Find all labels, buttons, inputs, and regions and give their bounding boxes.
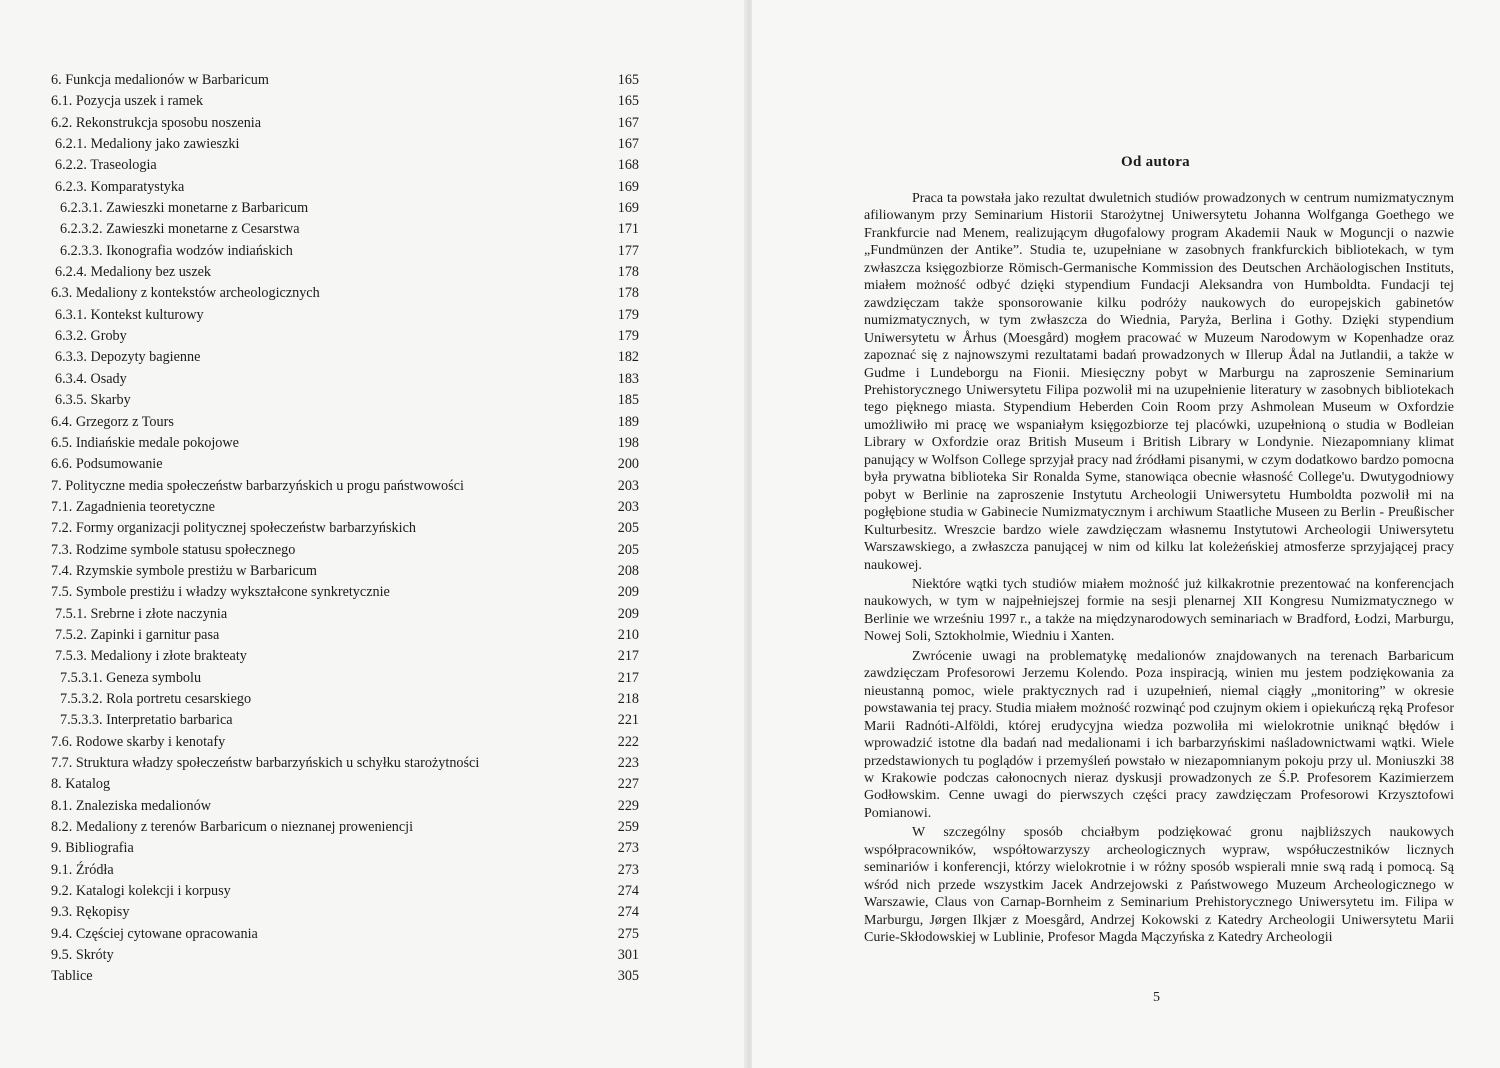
toc-entry-title [51,91,203,112]
toc-entry-title [51,945,114,966]
toc-entry-title [60,689,251,710]
toc-entry-text: Kontekst kulturowy [90,306,204,323]
preface-heading: Od autora [1121,154,1190,170]
toc-entry-text: Interpretatio barbarica [106,712,233,729]
toc-entry-text: Ikonografia wodzów indiańskich [106,242,293,259]
toc-entry-page: 179 [617,328,639,345]
toc-entry-page: 169 [617,178,639,195]
toc-entry-page: 209 [617,605,639,622]
toc-entry [51,326,639,347]
toc-entry-text: Medaliony z kontekstów archeologicznych [75,285,320,302]
toc-entry [51,604,639,625]
toc-entry [51,91,639,112]
toc-entry-text: Katalog [65,776,111,793]
toc-entry-title [51,70,269,91]
toc-entry-title [55,305,204,326]
toc-entry-page: 178 [617,285,639,302]
toc-entry [51,838,639,859]
toc-entry-text: Symbole prestiżu i władzy wykształcone synkretycznie [75,584,390,601]
toc-entry [51,347,639,368]
toc-entry [51,774,639,795]
toc-entry [51,454,639,475]
toc-entry [51,689,639,710]
preface-paragraph: Niektóre wątki tych studiów miałem możność już kilkakrotnie prezentować na konferencjach naukowych, w tym w najpełniejszej formie na sesji plenarnej XII Kongresu Numizmatycznego w Berlinie we wrześniu 1997 r., a także na międzynarodowych seminariach w Bradford, Łodzi, Marburgu, Nowej Soli, Sztokholmie, Wiedniu i Xanten. [864,576,1454,645]
left-page-table-of-contents [0,0,748,1068]
toc-entry-title [51,433,239,454]
toc-entry-page: 169 [617,200,639,217]
toc-entry-number: 7.6. [51,733,73,750]
toc-entry-page: 273 [617,840,639,857]
toc-entry-number: 6.2.3.3. [60,242,103,259]
toc-entry-number: 9. [51,840,62,857]
toc-entry-title [51,476,464,497]
toc-entry-page: 203 [617,477,639,494]
toc-entry-text: Rzymskie symbole prestiżu w Barbaricum [75,562,317,579]
toc-entry [51,582,639,603]
toc-entry-text: Rękopisy [75,904,130,921]
toc-entry-page: 189 [617,413,639,430]
toc-entry-title [60,198,308,219]
toc-entry-page: 217 [617,648,639,665]
toc-entry-number: 6.3.5. [55,392,87,409]
toc-entry-number: 6.3.3. [55,349,87,366]
toc-entry-page: 305 [617,968,639,985]
toc-entry [51,305,639,326]
toc-entry-title [51,838,134,859]
toc-entry-text: Zagadnienia teoretyczne [75,498,215,515]
toc-entry-text: Traseologia [90,157,157,174]
toc-entry-text: Grzegorz z Tours [75,413,174,430]
toc-entry-text: Częściej cytowane opracowania [75,925,258,942]
toc-entry-number: 9.2. [51,883,73,900]
toc-entry-page: 182 [617,349,639,366]
toc-entry-text: Rodzime symbole statusu społecznego [75,541,296,558]
toc-entry [51,753,639,774]
toc-entry-title [51,283,320,304]
toc-entry-number: 7.5.3.3. [60,712,103,729]
toc-entry-number: 7.5. [51,584,73,601]
toc-entry-number: 7.5.2. [55,626,87,643]
toc-entry [51,113,639,134]
toc-entry-page: 208 [617,562,639,579]
toc-entry-title [51,540,295,561]
toc-entry-page: 221 [617,712,639,729]
toc-entry-text: Struktura władzy społeczeństw barbarzyńskich u schyłku starożytności [75,755,480,771]
toc-entry-text: Osady [90,370,127,387]
toc-entry-text: Rola portretu cesarskiego [106,690,252,707]
preface-paragraph: Praca ta powstała jako rezultat dwuletnich studiów prowadzonych w centrum numizmatycznym afiliowanym przy Seminarium Historii Starożytnej Uniwersytetu Johanna Wolfganga Goethego we Frankfurcie nad Menem, realizującym długofalowy program Akademii Nauk w Moguncji o nazwie „Fundmünzen der Antike”. Studia te, uzupełniane w zasobnych frankfurckich bibliotekach, w tym zwłaszcza księgozbiorze Römisch-Germanische Kommission des Deutschen Archäologischen Instituts, miałem możność odbyć dzięki stypendium Fundacji Aleksandra von Humboldta. Fundacji tej zawdzięczam także sponsorowanie kilku podróży naukowych do europejskich gabinetów numizmatycznych, w tym zwłaszcza do Wiednia, Paryża, Berlina i Gothy. Dzięki stypendium Uniwersytetu w Århus (Moesgård) mogłem pracować w Muzeum Narodowym w Kopenhadze oraz zapoznać się z najnowszymi rezultatami badań prowadzonych w Illerup Ådal na Jutlandii, a także w Gudme i Lundeborgu na Fionii. Miesięczny pobyt w Marburgu na zaproszenie Seminarium Prehistorycznego Uniwersytetu Filipa pozwolił mi na uzupełnienie literatury w zasobnych bibliotekach tego pięknego miasta. Stypendium Heberden Coin Room przy Ashmolean Museum w Oxfordzie umożliwiło mi pracę we wspaniałym księgozbiorze tej placówki, uzupełnioną o studia w Bodleian Library w Oxfordzie oraz British Museum i British Library w Londynie. Niezapomniany klimat panujący w Wolfson College sprzyjał pracy nad źródłami pisanymi, w czym dodatkowo bardzo pomocna była prywatna biblioteka Sir Ronalda Syme, stanowiąca obecnie własność College'u. Dwutygodniowy pobyt w Berlinie na zaproszenie Instytutu Archeologii Uniwersytetu Humboldta pozwolił mi na pogłębione studia w Gabinecie Numizmatycznym i archiwum Staatliche Museen zu Berlin - Preußischer Kulturbesitz. Wreszcie bardzo wiele zawdzięczam własnemu Instytutowi Archeologii Uniwersytetu Warszawskiego, a zwłaszcza panującej w nim od kilku lat koleżeńskiej atmosferze sprzyjającej pracy naukowej. [864,191,1454,573]
toc-entry [51,561,639,582]
toc-entry-page: 205 [617,541,639,558]
preface-paragraph: W szczególny sposób chciałbym podziękować gronu najbliższych naukowych współpracowników, współtowarzyszy archeologicznych wypraw, współuczestników licznych seminariów i konferencji, którzy wielokrotnie i w różny sposób wspierali mnie swą radą i pomocą. Są wśród nich przede wszystkim Jacek Andrzejowski z Państwowego Muzeum Archeologicznego w Warszawie, Claus von Carnap-Bornheim z Seminarium Prehistorycznego Uniwersytetu im. Filipa w Marburgu, Jørgen Ilkjær z Moesgård, Andrzej Kokowski z Katedry Archeologii Uniwersytetu Marii Curie-Skłodowskiej w Lublinie, Profesor Magda Mączyńska z Katedry Archeologii [864,825,1454,946]
toc-entry [51,924,639,945]
toc-entry-number: 7. [51,477,62,494]
toc-entry [51,646,639,667]
toc-entry-page: 177 [617,242,639,259]
toc-entry-page: 229 [617,797,639,814]
toc-entry-number: 8.1. [51,797,73,814]
toc-entry-page: 200 [617,456,639,473]
toc-entry-page: 301 [617,947,639,964]
toc-entry-text: Formy organizacji politycznej społeczeństw barbarzyńskich [75,520,416,537]
toc-entry-text: Indiańskie medale pokojowe [75,434,239,451]
toc-entry-text: Zapinki i garnitur pasa [90,626,220,643]
toc-entry-text: Skarby [90,392,131,409]
toc-entry [51,433,639,454]
toc-entry-page: 179 [617,306,639,323]
toc-entry [51,369,639,390]
toc-entry-title [51,561,317,582]
toc-entry [51,134,639,155]
toc-entry-title [51,774,110,795]
toc-entry-number: 9.3. [51,904,73,921]
toc-entry [51,966,639,987]
toc-entry-title [60,241,293,262]
preface-body [864,190,1454,946]
toc-entry-text: Polityczne media społeczeństw barbarzyńskich u progu państwowości [65,477,464,494]
toc-entry-number: 7.1. [51,498,73,515]
toc-entry [51,668,639,689]
toc-entry-page: 165 [617,93,639,110]
toc-entry-page: 167 [617,114,639,131]
toc-entry [51,177,639,198]
toc-entry-text: Medaliony bez uszek [90,264,212,281]
page-number: 5 [1153,990,1160,1005]
toc-entry-page: 168 [617,157,639,174]
toc-entry-page: 217 [617,669,639,686]
toc-entry-number: 6.2.2. [55,157,87,174]
toc-entry-number: 6.5. [51,434,73,451]
toc-entry-text: Zawieszki monetarne z Barbaricum [106,200,309,217]
toc-entry-text: Rekonstrukcja sposobu noszenia [75,114,262,131]
toc-entry-number: 6.3.4. [55,370,87,387]
toc-entry-page: 165 [617,72,639,88]
toc-entry-title [51,412,174,433]
toc-entry-number: 7.5.1. [55,605,87,622]
toc-entry [51,732,639,753]
toc-entry-text: Podsumowanie [75,456,163,473]
toc-entry-text: Katalogi kolekcji i korpusy [75,883,231,900]
toc-entry-title [51,113,261,134]
toc-entry-page: 210 [617,626,639,643]
toc-entry-title [55,369,127,390]
toc-entry-text: Tablice [51,968,93,985]
toc-entry-number: 6.2.1. [55,136,87,153]
toc-entry-title [51,497,215,518]
toc-entry-number: 7.5.3. [55,648,87,665]
toc-entry-title [55,155,157,176]
toc-entry-title [55,177,184,198]
toc-entry [51,219,639,240]
toc-entry-text: Pozycja uszek i ramek [75,93,204,110]
toc-entry-number: 8. [51,776,62,793]
toc-entry-number: 9.4. [51,925,73,942]
toc-entry-number: 7.5.3.1. [60,669,103,686]
toc-entry-text: Depozyty bagienne [90,349,201,366]
toc-entry [51,241,639,262]
toc-entry-page: 275 [617,925,639,942]
toc-entry-page: 273 [617,861,639,878]
toc-entry-page: 183 [617,370,639,387]
toc-entry-title [51,902,129,923]
toc-entry-number: 8.2. [51,819,73,836]
toc-entry-number: 6. [51,72,62,88]
toc-entry-text: Groby [90,328,127,345]
toc-entry-page: 259 [617,819,639,836]
toc-entry [51,625,639,646]
toc-entry-text: Znaleziska medalionów [75,797,211,814]
toc-entry-text: Komparatystyka [90,178,185,195]
toc-entry [51,710,639,731]
toc-entry-title [55,390,131,411]
toc-entry-number: 7.7. [51,755,73,771]
toc-entry-title [55,604,227,625]
toc-entry [51,540,639,561]
toc-entry [51,902,639,923]
toc-entry-page: 227 [617,776,639,793]
toc-entry-number: 7.5.3.2. [60,690,103,707]
toc-entry [51,518,639,539]
toc-entry-text: Bibliografia [65,840,134,857]
toc-entry-text: Medaliony z terenów Barbaricum o nieznanej proweniencji [75,819,414,836]
toc-entry-number: 6.1. [51,93,73,110]
toc-entry-number: 6.3.2. [55,328,87,345]
toc-entry-page: 222 [617,733,639,750]
toc-entry-number: 6.6. [51,456,73,473]
toc-entry-title [60,668,201,689]
toc-entry-page: 223 [617,755,639,771]
toc-entry-page: 274 [617,904,639,921]
toc-entry-title [51,454,163,475]
toc-entry-number: 9.5. [51,947,73,964]
toc-entry [51,497,639,518]
toc-entry-page: 185 [617,392,639,409]
toc-entry-number: 6.3.1. [55,306,87,323]
toc-entry-title [55,262,211,283]
toc-entry-number: 7.4. [51,562,73,579]
toc-entry [51,796,639,817]
toc-entry-number: 6.3. [51,285,73,302]
toc-entry-number: 6.2. [51,114,73,131]
toc-entry-title [55,625,219,646]
toc-entry-number: 9.1. [51,861,73,878]
toc-entry-title [51,881,231,902]
toc-entry-number: 6.2.4. [55,264,87,281]
toc-entry [51,155,639,176]
toc-entry-page: 198 [617,434,639,451]
toc-entry-page: 167 [617,136,639,153]
toc-entry-title [60,219,300,240]
toc-entry-page: 178 [617,264,639,281]
toc-entry-title [51,796,211,817]
toc-entry [51,198,639,219]
toc-entry-text: Rodowe skarby i kenotafy [75,733,226,750]
toc-entry-title [51,732,225,753]
toc-entry [51,817,639,838]
toc-entry [51,860,639,881]
toc-entry-title [51,860,114,881]
toc-entry-title [51,753,479,774]
toc-entry-title [51,966,93,987]
toc-entry-number: 6.2.3.2. [60,221,103,238]
toc-entry-title [60,710,233,731]
toc-entry [51,70,639,91]
toc-entry-page: 205 [617,520,639,537]
toc-entry-number: 7.3. [51,541,73,558]
toc-entry-title [51,817,413,838]
toc-entry-number: 6.4. [51,413,73,430]
toc-entry-title [51,924,258,945]
toc-entry [51,945,639,966]
toc-entry-number: 6.2.3. [55,178,87,195]
toc-entry [51,262,639,283]
toc-entry-text: Srebrne i złote naczynia [90,605,228,622]
preface-paragraph: Zwrócenie uwagi na problematykę medalionów znajdowanych na terenach Barbaricum zawdzięczam Profesorowi Jerzemu Kolendo. Poza inspiracją, winien mu jestem podziękowania za nieustanną pomoc, wiele praktycznych rad i uzupełnień, niemal ciągły „monitoring” w okresie powstawania tej pracy. Studia miałem możność rozwinąć pod czujnym okiem i opiekuńczą ręką Profesor Marii Radnóti-Alföldi, której erudycyjna wiedza pozwoliła mi wielokrotnie uniknąć błędów i wprowadzić istotne dla badań nad medalionami i ich barbarzyńskimi naśladownictwami wątki. Wiele przedstawionych tu poglądów i przemyśleń powstało w niezapomnianym pokoju przy ul. Moniuszki 38 w Krakowie podczas całonocnych nieraz dyskusji prowadzonych ze Ś.P. Profesorem Kazimierzem Godłowskim. Cenne uwagi do pierwszych części pracy zawdzięczam Profesorowi Krzysztofowi Pomianowi. [864,648,1454,821]
toc-entry [51,283,639,304]
toc-entry-text: Skróty [75,947,114,964]
toc-entry-number: 6.2.3.1. [60,200,103,217]
toc-entry-title [51,582,390,603]
toc-entry-page: 203 [617,498,639,515]
toc-entry-title [55,326,127,347]
toc-entry-text: Medaliony jako zawieszki [90,136,240,153]
toc-entry-title [51,518,416,539]
toc-entry [51,390,639,411]
toc-entry-text: Źródła [75,861,114,878]
toc-entry-title [55,347,200,368]
toc-entry-number: 7.2. [51,520,73,537]
toc-entry-title [55,646,247,667]
toc-entry-page: 274 [617,883,639,900]
toc-entry-page: 171 [617,221,639,238]
toc-entry [51,881,639,902]
toc-entry [51,412,639,433]
toc-entry-page: 218 [617,690,639,707]
toc-entry [51,476,639,497]
toc-entry-text: Medaliony i złote brakteaty [90,648,247,665]
toc-entry-title [55,134,239,155]
toc-entry-text: Zawieszki monetarne z Cesarstwa [106,221,300,238]
toc-entry-text: Funkcja medalionów w Barbaricum [65,72,269,88]
table-of-contents [51,70,639,988]
toc-entry-page: 209 [617,584,639,601]
toc-entry-text: Geneza symbolu [106,669,202,686]
